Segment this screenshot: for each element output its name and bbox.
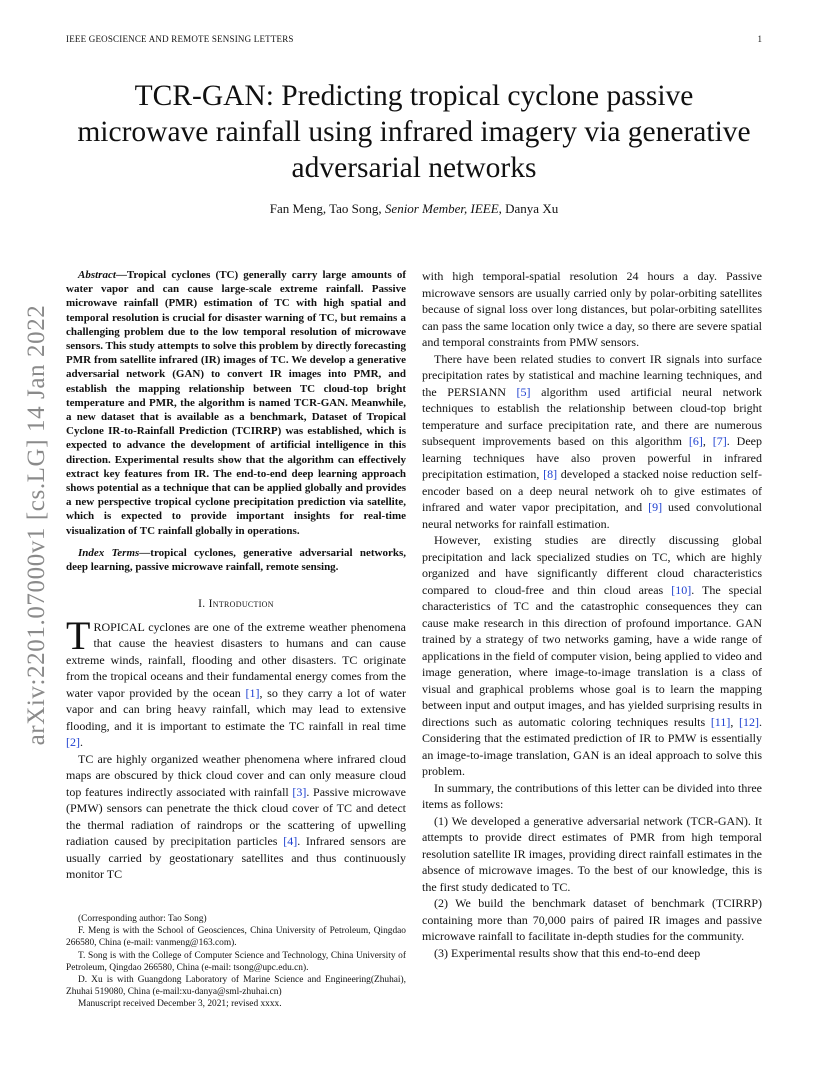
citation-link-3[interactable]: [3] <box>292 784 307 799</box>
abstract <box>66 268 406 538</box>
left-column <box>66 268 406 883</box>
body-paragraph-related-studies <box>422 351 762 533</box>
arxiv-stamp-text: arXiv:2201.07000v1 [cs.LG] 14 Jan 2022 <box>23 304 50 746</box>
intro-paragraph-1 <box>66 612 407 751</box>
paragraph-text: . Infrared sensors are usually carried by geostationary satellites and thus continuously monitor TC <box>66 834 406 882</box>
citation-link-10[interactable]: [10] <box>671 582 692 597</box>
body-paragraph-continued: with high temporal-spatial resolution 24 hours a day. Passive microwave sensors are usually carried only by polar-orbiting satellites because of signal loss over long distances, but polar-orbiting satellites can pass the same location only twice a day, so there are severe spatial and temporal constraints from PMW sensors. <box>422 269 762 349</box>
citation-link-2[interactable]: [2] <box>66 735 80 750</box>
index-terms <box>66 546 406 574</box>
citation-link-8[interactable]: [8] <box>543 467 558 481</box>
citation-link-11[interactable]: [11] <box>710 714 731 729</box>
paragraph-text: , <box>702 434 713 448</box>
footnotes <box>66 913 406 1011</box>
drop-cap: T <box>66 612 91 658</box>
citation-link-7[interactable]: [7] <box>712 434 727 448</box>
paragraph-text: TC are highly organized weather phenomena where infrared cloud maps are obscured by thick cloud cover and can only measure cloud top features indirectly associated with rainfall <box>66 751 406 799</box>
contribution-item-1: (1) We developed a generative adversarial network (TCR-GAN). It attempts to provide direct estimates of PMR from high temporal resolution satellite IR images, providing direct rainfall estimates in the absence of microwave images. To the best of our knowledge, this is the first study dedicated to TC. <box>422 813 762 894</box>
paragraph-text: . The special characteristics of TC and the catastrophic consequences they can cause make research in this direction of profound importance. GAN trained by a strategy of two networks gaming, have a wide range of applications in the field of computer vision, being applied to video and image generation, where image-to-image translation is a class of visual and graphical problems whose goal is to learn the mapping between input and output images, and has yielded surprising results in directions such as automatic coloring techniques results <box>422 582 762 729</box>
paragraph-text: However, existing studies are directly discussing global precipitation and lack specialized studies on TC, which are highly organized and have significantly different cloud characteristics compared to cloud-free and thin cloud areas <box>422 533 762 597</box>
abstract-text: —Tropical cyclones (TC) generally carry large amounts of water vapor and can cause large-scale extreme rainfall. Passive microwave rainfall (PMR) estimation of TC with high spatial and temporal resolution is crucial for disaster warning of TC, but remains a challenging problem due to the low temporal resolution of microwave sensors. This study attempts to solve this problem by directly forecasting PMR from satellite infrared (IR) images of TC. We develop a generative adversarial network (GAN) to convert IR images into PMR, and establish the mapping relationship between TC cloud-top bright temperature and PMR, the algorithm is named TCR-GAN. Meanwhile, a new dataset that is available as a benchmark, Dataset of Tropical Cyclone IR-to-Rainfall Prediction (TCIRRP) was established, which is expected to advance the development of artificial intelligence in this direction. Experimental results show that the algorithm can effectively extract key features from IR. The end-to-end deep learning approach shows potential as a technique that can be applied globally and provides a new perspective tropical cyclone precipitation prediction via satellite, which is expected to provide important insights for real-time visualization of TC rainfall globally in operations. <box>66 269 406 537</box>
arxiv-stamp <box>8 290 66 760</box>
paragraph-text: ROPICAL cyclones are one of the extreme weather phenomena that cause the heaviest disasters to humans and can cause extreme winds, rainfall, flooding and other disasters. TC originate from the tropical oceans and their fundamental energy comes from the water vapor provided by the ocean <box>66 619 406 700</box>
citation-link-5[interactable]: [5] <box>516 384 531 399</box>
footnote-corresponding-author: (Corresponding author: Tao Song) <box>78 914 207 924</box>
paragraph-text: . <box>80 735 83 750</box>
citation-link-6[interactable]: [6] <box>688 434 703 448</box>
running-head: IEEE GEOSCIENCE AND REMOTE SENSING LETTERS <box>66 34 294 44</box>
paragraph-text: . Passive microwave (PMW) sensors can penetrate the thick cloud cover of TC and detect the thermal radiation of raindrops or the scattering of upwelling radiation caused by precipitation particles <box>66 784 406 849</box>
footnote-affiliation-meng: F. Meng is with the School of Geosciences, China University of Petroleum, Qingdao 266580, China (e-mail: vanmeng@163.com). <box>66 926 406 949</box>
body-paragraph-gan-motivation <box>422 532 762 780</box>
index-terms-text: —tropical cyclones, generative adversarial networks, deep learning, passive microwave rainfall, remote sensing. <box>66 546 406 574</box>
author-names-end: , Danya Xu <box>498 201 559 216</box>
abstract-lead: Abstract <box>78 269 116 281</box>
contribution-item-2: (2) We build the benchmark dataset of benchmark (TCIRRP) containing more than 70,000 pairs of paired IR images and passive microwave rainfall to facilitate in-depth studies for the community. <box>422 896 762 943</box>
paper-title: TCR-GAN: Predicting tropical cyclone passive microwave rainfall using infrared imagery via generative adversarial networks <box>77 80 751 184</box>
page-number: 1 <box>757 34 762 44</box>
paragraph-text: . Considering that the estimated prediction of IR to PMW is essentially an image-to-image translation, GAN is an ideal approach to solve this problem. <box>422 714 763 778</box>
paragraph-text: . Deep learning techniques have also proven powerful in infrared precipitation estimation, <box>422 434 762 481</box>
citation-link-9[interactable]: [9] <box>648 500 663 514</box>
right-column <box>422 268 762 961</box>
author-list <box>70 201 758 217</box>
paragraph-text: There have been related studies to convert IR signals into surface precipitation rates by statistical and machine learning techniques, and the PERSIANN <box>422 351 762 399</box>
author-names-start: Fan Meng, Tao Song, <box>269 201 385 216</box>
paragraph-text: , so they carry a lot of water vapor and can bring heavy rainfall, which may lead to extensive flooding, and it is important to estimate the TC rainfall in real time <box>66 685 407 733</box>
citation-link-12[interactable]: [12] <box>739 714 760 729</box>
body-paragraph-summary: In summary, the contributions of this letter can be divided into three items as follows: <box>422 780 762 811</box>
intro-paragraph-2 <box>66 751 406 883</box>
paragraph-text: , <box>730 714 740 729</box>
author-membership: Senior Member, IEEE <box>384 201 499 216</box>
index-terms-lead: Index Terms <box>78 546 140 559</box>
citation-link-4[interactable]: [4] <box>283 834 298 849</box>
paragraph-text: algorithm used artificial neural network techniques to establish the relationship between cloud-top bright temperature and surface precipitation rate, and there are numerous subsequent improvements based on this algorithm <box>422 384 762 448</box>
contribution-item-3: (3) Experimental results show that this end-to-end deep <box>434 945 701 960</box>
section-heading-introduction: I. Introduction <box>198 598 274 611</box>
paragraph-text: developed a stacked noise reduction self-encoder based on a deep neural network oh to give estimates of infrared and water vapor precipitation, and <box>422 467 762 514</box>
footnote-manuscript-dates: Manuscript received December 3, 2021; revised xxxx. <box>78 999 282 1010</box>
footnote-affiliation-xu: D. Xu is with Guangdong Laboratory of Marine Science and Engineering(Zhuhai), Zhuhai 519080, China (e-mail:xu-danya@sml-zhuhai.cn) <box>66 975 406 998</box>
paragraph-text: used convolutional neural networks for rainfall estimation. <box>422 500 763 531</box>
footnote-affiliation-song: T. Song is with the College of Computer Science and Technology, China University of Petroleum, Qingdao 266580, China (e-mail: tsong@upc.edu.cn). <box>66 950 406 973</box>
citation-link-1[interactable]: [1] <box>245 685 260 700</box>
